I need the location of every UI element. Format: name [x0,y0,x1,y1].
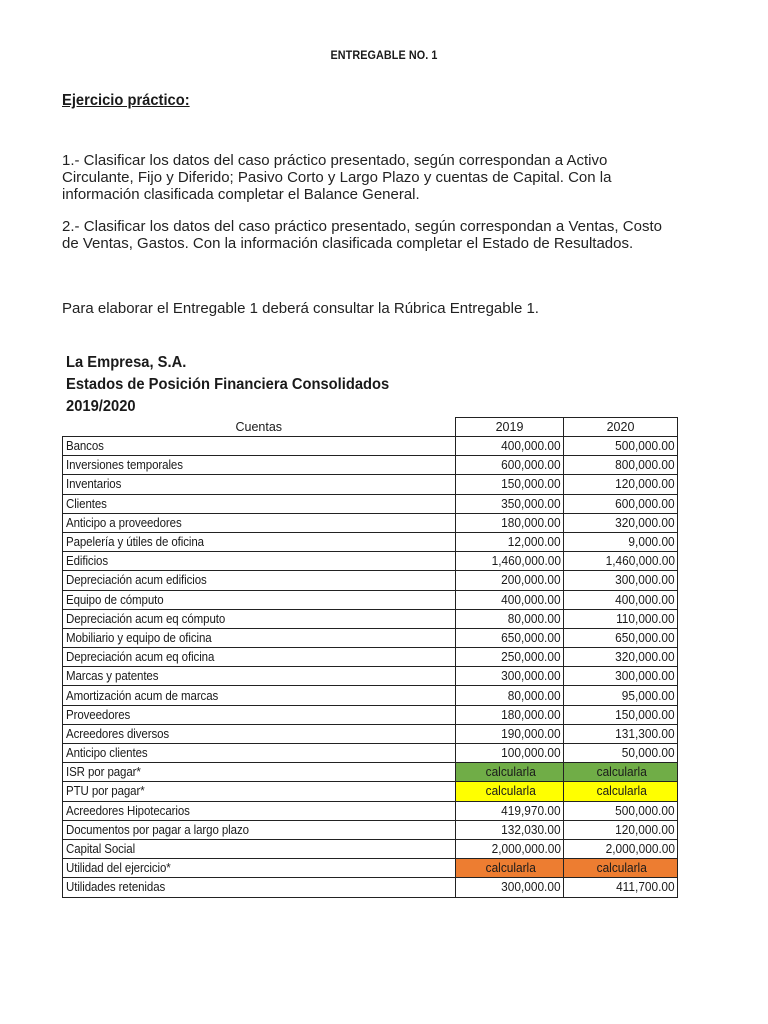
value-cell-2020 [564,705,678,724]
amount: 400,000.00 [615,592,675,607]
table-row [63,705,678,724]
value-cell-2019 [456,552,564,571]
calc-cell-2019 [456,763,564,782]
table-header-row [63,418,678,437]
account-name: Capital Social [66,842,136,857]
table-row [63,801,678,820]
value-cell-2020 [564,878,678,897]
value-cell-2020 [564,437,678,456]
value-cell-2019 [456,513,564,532]
value-cell-2020 [564,686,678,705]
amount: 500,000.00 [615,439,675,454]
table-row [63,878,678,897]
account-name: Equipo de cómputo [66,592,164,607]
table-row [63,475,678,494]
account-name-cell [63,686,456,705]
calculate-placeholder: calcularla [485,784,536,799]
account-name: Bancos [66,439,104,454]
account-name-cell [63,801,456,820]
account-name: Inventarios [66,477,122,492]
amount: 180,000.00 [501,707,561,722]
statement-title: Estados de Posición Financiera Consolidados [66,376,390,393]
amount: 100,000.00 [501,746,561,761]
value-cell-2020 [564,724,678,743]
value-cell-2019 [456,839,564,858]
amount: 120,000.00 [615,477,675,492]
amount: 200,000.00 [501,573,561,588]
value-cell-2019 [456,744,564,763]
value-cell-2020 [564,667,678,686]
table-row [63,648,678,667]
amount: 12,000.00 [508,535,561,550]
value-cell-2019 [456,628,564,647]
amount: 400,000.00 [501,592,561,607]
account-name: Depreciación acum eq oficina [66,650,215,665]
amount: 2,000,000.00 [605,842,675,857]
account-name-cell [63,839,456,858]
table-row [63,667,678,686]
column-header-2020: 2020 [564,418,678,437]
account-name: Inversiones temporales [66,458,183,473]
value-cell-2019 [456,494,564,513]
amount: 650,000.00 [615,630,675,645]
account-name: Papelería y útiles de oficina [66,535,204,550]
amount: 1,460,000.00 [491,554,561,569]
table-row [63,494,678,513]
rubric-note: Para elaborar el Entregable 1 deberá consultar la Rúbrica Entregable 1. [62,300,539,317]
company-name: La Empresa, S.A. [66,354,187,371]
amount: 150,000.00 [615,707,675,722]
amount: 419,970.00 [501,803,561,818]
calc-cell-2020 [564,782,678,801]
value-cell-2019 [456,532,564,551]
calculate-placeholder: calcularla [596,765,647,780]
account-name-cell [63,437,456,456]
amount: 2,000,000.00 [491,842,561,857]
account-name: Clientes [66,496,107,511]
table-row [63,744,678,763]
instruction-paragraph-1: 1.- Clasificar los datos del caso práctico presentado, según correspondan a Activo Circulante, Fijo y Diferido; Pasivo Corto y Largo Plazo y cuentas de Capital. Con la información clasificada completar el Balance General. [62,152,612,203]
amount: 300,000.00 [615,669,675,684]
account-name-cell [63,552,456,571]
value-cell-2020 [564,513,678,532]
account-name-cell [63,705,456,724]
amount: 350,000.00 [501,496,561,511]
value-cell-2019 [456,801,564,820]
account-name-cell [63,513,456,532]
account-name: Depreciación acum edificios [66,573,207,588]
table-row [63,590,678,609]
value-cell-2020 [564,590,678,609]
table-row [63,456,678,475]
account-name-cell [63,532,456,551]
account-name: Mobiliario y equipo de oficina [66,630,212,645]
value-cell-2020 [564,456,678,475]
account-name-cell [63,494,456,513]
value-cell-2019 [456,590,564,609]
account-name-cell [63,456,456,475]
account-name: PTU por pagar* [66,784,145,799]
amount: 120,000.00 [615,822,675,837]
amount: 80,000.00 [508,688,561,703]
amount: 300,000.00 [501,669,561,684]
table-row [63,724,678,743]
table-row [63,820,678,839]
table-row [63,859,678,878]
amount: 800,000.00 [615,458,675,473]
table-row [63,552,678,571]
account-name: ISR por pagar* [66,765,141,780]
amount: 300,000.00 [501,880,561,895]
account-name: Utilidades retenidas [66,880,166,895]
amount: 150,000.00 [501,477,561,492]
column-header-accounts: Cuentas [63,418,456,437]
amount: 300,000.00 [615,573,675,588]
amount: 1,460,000.00 [605,554,675,569]
amount: 132,030.00 [501,822,561,837]
amount: 180,000.00 [501,515,561,530]
account-name: Amortización acum de marcas [66,688,219,703]
amount: 110,000.00 [616,611,675,626]
section-heading: Ejercicio práctico: [62,92,190,109]
account-name: Proveedores [66,707,131,722]
account-name: Anticipo a proveedores [66,515,182,530]
value-cell-2019 [456,667,564,686]
table-row [63,686,678,705]
value-cell-2020 [564,609,678,628]
account-name: Marcas y patentes [66,669,159,684]
value-cell-2019 [456,686,564,705]
account-name: Acreedores diversos [66,726,170,741]
table-row [63,839,678,858]
account-name-cell [63,667,456,686]
value-cell-2019 [456,724,564,743]
amount: 600,000.00 [615,496,675,511]
account-name-cell [63,724,456,743]
table-row [63,609,678,628]
amount: 320,000.00 [615,650,675,665]
value-cell-2019 [456,820,564,839]
calc-cell-2019 [456,782,564,801]
column-header-2019: 2019 [456,418,564,437]
account-name-cell [63,628,456,647]
value-cell-2019 [456,705,564,724]
financial-position-table [62,417,678,898]
table-row [63,513,678,532]
statement-period: 2019/2020 [66,398,136,415]
account-name-cell [63,782,456,801]
value-cell-2020 [564,628,678,647]
table-row [63,437,678,456]
value-cell-2020 [564,494,678,513]
calc-cell-2019 [456,859,564,878]
account-name-cell [63,744,456,763]
value-cell-2019 [456,878,564,897]
calculate-placeholder: calcularla [485,765,536,780]
amount: 320,000.00 [615,515,675,530]
value-cell-2019 [456,475,564,494]
value-cell-2020 [564,532,678,551]
amount: 650,000.00 [501,630,561,645]
account-name-cell [63,859,456,878]
value-cell-2019 [456,648,564,667]
calculate-placeholder: calcularla [596,861,647,876]
value-cell-2019 [456,456,564,475]
value-cell-2020 [564,839,678,858]
table-row [63,782,678,801]
table-row [63,571,678,590]
instruction-paragraph-2: 2.- Clasificar los datos del caso práctico presentado, según correspondan a Ventas, Costo de Ventas, Gastos. Con la información clasificada completar el Estado de Resultados. [62,218,662,252]
table-row [63,532,678,551]
value-cell-2020 [564,820,678,839]
amount: 400,000.00 [501,439,561,454]
value-cell-2019 [456,609,564,628]
document-title: ENTREGABLE NO. 1 [330,48,438,62]
account-name: Edificios [66,554,109,569]
account-name-cell [63,648,456,667]
calc-cell-2020 [564,859,678,878]
amount: 80,000.00 [508,611,561,626]
value-cell-2020 [564,475,678,494]
value-cell-2020 [564,648,678,667]
amount: 50,000.00 [622,746,675,761]
account-name-cell [63,820,456,839]
amount: 411,700.00 [616,880,675,895]
table-row [63,628,678,647]
statement-header [66,352,389,418]
value-cell-2020 [564,744,678,763]
table-row [63,763,678,782]
account-name: Utilidad del ejercicio* [66,861,171,876]
account-name-cell [63,878,456,897]
amount: 500,000.00 [615,803,675,818]
value-cell-2019 [456,571,564,590]
account-name: Documentos por pagar a largo plazo [66,822,249,837]
amount: 600,000.00 [501,458,561,473]
amount: 131,300.00 [615,726,675,741]
amount: 95,000.00 [622,688,675,703]
account-name: Anticipo clientes [66,746,148,761]
table-body [63,437,678,898]
value-cell-2020 [564,571,678,590]
account-name-cell [63,590,456,609]
calc-cell-2020 [564,763,678,782]
value-cell-2019 [456,437,564,456]
account-name-cell [63,763,456,782]
amount: 250,000.00 [501,650,561,665]
calculate-placeholder: calcularla [485,861,536,876]
amount: 190,000.00 [501,726,561,741]
amount: 9,000.00 [628,535,675,550]
account-name: Depreciación acum eq cómputo [66,611,226,626]
account-name-cell [63,475,456,494]
value-cell-2020 [564,801,678,820]
calculate-placeholder: calcularla [596,784,647,799]
account-name-cell [63,571,456,590]
value-cell-2020 [564,552,678,571]
account-name: Acreedores Hipotecarios [66,803,190,818]
account-name-cell [63,609,456,628]
